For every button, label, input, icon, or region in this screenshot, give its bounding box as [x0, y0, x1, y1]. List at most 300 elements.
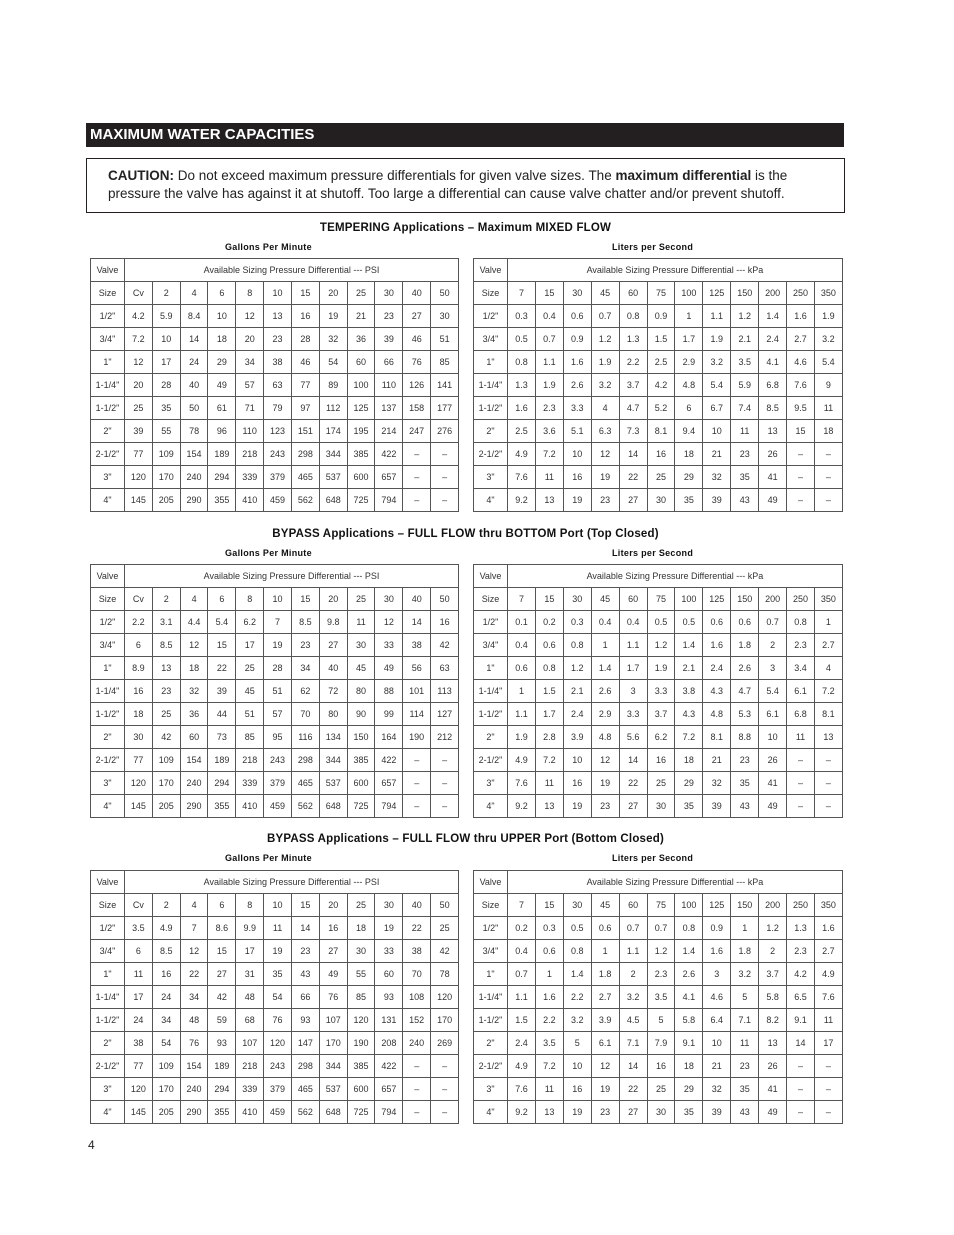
table-cell: 0.7 [508, 963, 536, 986]
table-cell: 6.2 [236, 611, 264, 634]
table-cell: 150 [347, 726, 375, 749]
column-header: 15 [291, 282, 319, 305]
table-cell: 23 [152, 680, 180, 703]
table-cell: 13 [535, 1101, 563, 1124]
table-cell: 1.8 [731, 634, 759, 657]
table-cell: 23 [375, 305, 403, 328]
valve-size-cell: 1-1/2" [474, 703, 508, 726]
table-cell: 21 [703, 1055, 731, 1078]
table-cell: – [787, 749, 815, 772]
column-header: 45 [591, 588, 619, 611]
table-cell: 5.8 [759, 986, 787, 1009]
table-cell: 21 [347, 305, 375, 328]
table-cell: 51 [236, 703, 264, 726]
valve-size-cell: 2" [474, 420, 508, 443]
table-cell: 1.4 [563, 963, 591, 986]
table-cell: 410 [236, 1101, 264, 1124]
column-header: 150 [731, 588, 759, 611]
table-cell: 294 [208, 1078, 236, 1101]
table-cell: 61 [208, 397, 236, 420]
table-row [91, 963, 459, 986]
table-cell: 1.6 [703, 634, 731, 657]
table-cell: 120 [125, 1078, 153, 1101]
table-cell: 32 [703, 466, 731, 489]
valve-size-cell: 4" [474, 489, 508, 512]
table-cell: 49 [208, 374, 236, 397]
table-cell: 3.9 [591, 1009, 619, 1032]
table-cell: 1.4 [591, 657, 619, 680]
table-cell: 4.1 [675, 986, 703, 1009]
table-cell: 170 [152, 466, 180, 489]
psi-header: Available Sizing Pressure Differential --- PSI [125, 259, 459, 282]
table-cell: 7.1 [619, 1032, 647, 1055]
column-header: 75 [647, 282, 675, 305]
table-cell: 600 [347, 466, 375, 489]
valve-size-cell: 3/4" [474, 328, 508, 351]
table-cell: 9.4 [675, 420, 703, 443]
column-header: 20 [319, 282, 347, 305]
table-cell: 1.1 [535, 351, 563, 374]
valve-size-cell: 1" [91, 351, 125, 374]
table-cell: 14 [619, 749, 647, 772]
table-cell: 1.8 [591, 963, 619, 986]
table-cell: 23 [731, 1055, 759, 1078]
table-row [474, 749, 843, 772]
page-title: MAXIMUM WATER CAPACITIES [86, 123, 844, 147]
table-cell: 4.8 [703, 703, 731, 726]
table-cell: – [403, 772, 431, 795]
column-header: 250 [787, 894, 815, 917]
table-row [474, 634, 843, 657]
table-row [91, 986, 459, 1009]
table-cell: 212 [431, 726, 459, 749]
column-header: 30 [563, 282, 591, 305]
table-cell: 459 [264, 489, 292, 512]
table-cell: 422 [375, 749, 403, 772]
table-cell: 177 [431, 397, 459, 420]
table-cell: 152 [403, 1009, 431, 1032]
table-cell: 648 [319, 795, 347, 818]
column-header: 200 [759, 588, 787, 611]
table-cell: 29 [208, 351, 236, 374]
table-cell: 14 [180, 328, 208, 351]
table-cell: 298 [291, 749, 319, 772]
column-header: 60 [619, 588, 647, 611]
table-cell: 1 [591, 634, 619, 657]
table-cell: 13 [759, 420, 787, 443]
table-cell: 63 [264, 374, 292, 397]
table-cell: 189 [208, 749, 236, 772]
table-cell: 16 [647, 443, 675, 466]
table-cell: 27 [403, 305, 431, 328]
valve-size-cell: 1" [91, 657, 125, 680]
table-cell: 24 [152, 986, 180, 1009]
table-cell: 101 [403, 680, 431, 703]
table-cell: 78 [180, 420, 208, 443]
table-cell: 657 [375, 466, 403, 489]
table-cell: 26 [759, 443, 787, 466]
caution-text-2: is the pressure the valve has against it at shutoff. Too large a differential can cause valve chatter and/or prevent shutoff. [108, 168, 788, 201]
table-cell: 8.5 [291, 611, 319, 634]
table-cell: 19 [319, 305, 347, 328]
table-cell: 19 [563, 489, 591, 512]
table-cell: 10 [563, 1055, 591, 1078]
table-cell: 2.2 [563, 986, 591, 1009]
table-cell: 5.6 [619, 726, 647, 749]
column-header: 125 [703, 894, 731, 917]
table-cell: 8.9 [125, 657, 153, 680]
table-row [91, 305, 459, 328]
table-cell: 127 [431, 703, 459, 726]
table-cell: 8.2 [759, 1009, 787, 1032]
table-cell: 3.7 [647, 703, 675, 726]
table-cell: 54 [319, 351, 347, 374]
column-header: 8 [236, 588, 264, 611]
table-cell: 465 [291, 1078, 319, 1101]
table-row [91, 420, 459, 443]
table-cell: – [814, 1101, 842, 1124]
table-row [91, 443, 459, 466]
table-cell: 11 [731, 420, 759, 443]
valve-size-cell: 3" [474, 1078, 508, 1101]
valve-header: Valve [91, 565, 125, 588]
size-header: Size [91, 894, 125, 917]
table-cell: 11 [347, 611, 375, 634]
table-cell: 3.7 [759, 963, 787, 986]
table-cell: 2.4 [759, 328, 787, 351]
caution-label: CAUTION: [108, 168, 174, 183]
table-cell: 0.7 [647, 917, 675, 940]
table-cell: 1.2 [647, 634, 675, 657]
table-cell: 25 [647, 1078, 675, 1101]
table-cell: 23 [291, 940, 319, 963]
table-cell: 1.9 [647, 657, 675, 680]
table-cell: 2.6 [675, 963, 703, 986]
size-header: Size [474, 588, 508, 611]
table-cell: 55 [347, 963, 375, 986]
table-cell: 158 [403, 397, 431, 420]
table-cell: 17 [152, 351, 180, 374]
table-cell: 5.3 [731, 703, 759, 726]
table-row [474, 680, 843, 703]
gpm-table [90, 564, 459, 818]
column-header: 100 [675, 894, 703, 917]
table-cell: 2 [759, 940, 787, 963]
table-cell: – [403, 1055, 431, 1078]
table-cell: – [431, 1055, 459, 1078]
table-cell: 8.5 [759, 397, 787, 420]
table-cell: 1.6 [508, 397, 536, 420]
table-cell: – [814, 443, 842, 466]
table-row [91, 466, 459, 489]
table-cell: 7.2 [125, 328, 153, 351]
table-cell: 43 [731, 489, 759, 512]
table-cell: 1.7 [619, 657, 647, 680]
table-cell: 794 [375, 795, 403, 818]
table-cell: 26 [759, 749, 787, 772]
table-cell: 0.1 [508, 611, 536, 634]
table-cell: 537 [319, 466, 347, 489]
table-cell: 5.4 [703, 374, 731, 397]
table-cell: 49 [375, 657, 403, 680]
table-cell: 1.4 [675, 634, 703, 657]
table-cell: 385 [347, 443, 375, 466]
valve-size-cell: 1" [91, 963, 125, 986]
valve-size-cell: 1-1/2" [91, 1009, 125, 1032]
column-header: 45 [591, 894, 619, 917]
table-cell: 3.2 [703, 351, 731, 374]
table-cell: 2.1 [675, 657, 703, 680]
table-cell: 4.9 [508, 443, 536, 466]
table-cell: 2.6 [563, 374, 591, 397]
table-cell: 0.3 [563, 611, 591, 634]
table-cell: 22 [619, 1078, 647, 1101]
table-cell: 23 [731, 749, 759, 772]
table-cell: 88 [375, 680, 403, 703]
valve-size-cell: 2" [474, 726, 508, 749]
table-cell: 7.6 [814, 986, 842, 1009]
table-cell: 19 [591, 466, 619, 489]
table-cell: 38 [264, 351, 292, 374]
table-cell: 17 [236, 940, 264, 963]
column-header: 200 [759, 894, 787, 917]
table-cell: 18 [180, 657, 208, 680]
table-cell: 9.2 [508, 795, 536, 818]
lps-table [473, 258, 843, 512]
table-cell: 1.5 [535, 680, 563, 703]
table-cell: 18 [814, 420, 842, 443]
table-cell: 1.2 [647, 940, 675, 963]
table-cell: 240 [180, 772, 208, 795]
table-cell: 77 [125, 443, 153, 466]
table-cell: 109 [152, 749, 180, 772]
table-cell: 3 [703, 963, 731, 986]
table-cell: – [814, 1055, 842, 1078]
table-cell: 51 [264, 680, 292, 703]
table-cell: 10 [703, 420, 731, 443]
table-row [91, 374, 459, 397]
table-cell: 110 [375, 374, 403, 397]
valve-size-cell: 3" [474, 466, 508, 489]
table-cell: 22 [180, 963, 208, 986]
column-header: 125 [703, 588, 731, 611]
table-cell: 1.4 [675, 940, 703, 963]
table-cell: – [787, 1078, 815, 1101]
column-header: 4 [180, 588, 208, 611]
table-cell: 85 [347, 986, 375, 1009]
table-cell: 35 [675, 1101, 703, 1124]
table-cell: 12 [591, 749, 619, 772]
table-cell: 5.9 [731, 374, 759, 397]
caution-bold-text: maximum differential [615, 168, 752, 183]
table-cell: 5.4 [814, 351, 842, 374]
table-cell: 70 [291, 703, 319, 726]
column-header: 75 [647, 588, 675, 611]
table-cell: 35 [675, 489, 703, 512]
valve-size-cell: 3" [474, 772, 508, 795]
table-cell: 6.3 [591, 420, 619, 443]
table-row [91, 1032, 459, 1055]
table-cell: 66 [291, 986, 319, 1009]
table-cell: 62 [291, 680, 319, 703]
column-header: 20 [319, 894, 347, 917]
table-row [474, 1032, 843, 1055]
table-cell: 154 [180, 1055, 208, 1078]
table-cell: 20 [236, 328, 264, 351]
table-cell: – [431, 443, 459, 466]
table-cell: – [787, 1055, 815, 1078]
table-cell: 95 [264, 726, 292, 749]
table-cell: 339 [236, 466, 264, 489]
table-cell: 9.9 [236, 917, 264, 940]
table-cell: 16 [647, 749, 675, 772]
table-cell: 0.6 [535, 634, 563, 657]
table-cell: 10 [563, 749, 591, 772]
table-cell: 49 [759, 795, 787, 818]
table-row [474, 940, 843, 963]
table-cell: 32 [180, 680, 208, 703]
table-cell: 113 [431, 680, 459, 703]
table-cell: 120 [347, 1009, 375, 1032]
table-cell: 0.3 [535, 917, 563, 940]
table-row [474, 443, 843, 466]
column-header: 125 [703, 282, 731, 305]
column-header: Cv [125, 894, 153, 917]
caution-box [86, 158, 845, 213]
table-cell: 1.7 [675, 328, 703, 351]
table-cell: 30 [347, 940, 375, 963]
table-cell: 2.7 [787, 328, 815, 351]
table-cell: 59 [208, 1009, 236, 1032]
valve-size-cell: 1/2" [474, 917, 508, 940]
column-header: 8 [236, 282, 264, 305]
table-cell: 290 [180, 489, 208, 512]
column-header: 40 [403, 282, 431, 305]
table-cell: 0.8 [619, 305, 647, 328]
table-row [91, 1055, 459, 1078]
table-cell: 7 [180, 917, 208, 940]
table-cell: 7.2 [535, 443, 563, 466]
table-cell: 600 [347, 772, 375, 795]
table-cell: 3.3 [647, 680, 675, 703]
table-cell: 8.5 [152, 940, 180, 963]
valve-size-cell: 1/2" [474, 611, 508, 634]
size-header: Size [91, 282, 125, 305]
table-cell: 8.1 [814, 703, 842, 726]
column-header: 25 [347, 282, 375, 305]
table-cell: 5.9 [152, 305, 180, 328]
table-cell: 76 [180, 1032, 208, 1055]
table-cell: 4.6 [787, 351, 815, 374]
table-row [474, 489, 843, 512]
table-cell: 4.7 [619, 397, 647, 420]
psi-header: Available Sizing Pressure Differential --- PSI [125, 871, 459, 894]
table-cell: 1.2 [591, 328, 619, 351]
table-cell: 9 [814, 374, 842, 397]
valve-size-cell: 2-1/2" [474, 443, 508, 466]
table-cell: 23 [591, 489, 619, 512]
table-cell: 0.4 [508, 940, 536, 963]
table-cell: 379 [264, 466, 292, 489]
table-cell: 0.5 [563, 917, 591, 940]
table-cell: 8.5 [152, 634, 180, 657]
table-cell: 7.9 [647, 1032, 675, 1055]
table-cell: 794 [375, 1101, 403, 1124]
table-cell: 28 [152, 374, 180, 397]
table-cell: 170 [431, 1009, 459, 1032]
table-cell: 23 [264, 328, 292, 351]
table-cell: 3.1 [152, 611, 180, 634]
table-cell: 170 [152, 772, 180, 795]
table-cell: 25 [125, 397, 153, 420]
column-header: 25 [347, 894, 375, 917]
psi-header: Available Sizing Pressure Differential --- PSI [125, 565, 459, 588]
table-cell: 1.5 [647, 328, 675, 351]
table-cell: 3 [619, 680, 647, 703]
table-cell: 3.2 [563, 1009, 591, 1032]
table-cell: – [814, 795, 842, 818]
table-cell: 1 [814, 611, 842, 634]
valve-size-cell: 3" [91, 466, 125, 489]
table-cell: 243 [264, 749, 292, 772]
table-cell: – [431, 489, 459, 512]
valve-size-cell: 2" [91, 420, 125, 443]
valve-size-cell: 4" [474, 1101, 508, 1124]
table-row [91, 657, 459, 680]
table-cell: 43 [731, 1101, 759, 1124]
table-cell: 4 [814, 657, 842, 680]
valve-size-cell: 1" [474, 963, 508, 986]
table-cell: 19 [563, 1101, 591, 1124]
column-header: 15 [535, 282, 563, 305]
table-cell: 22 [619, 772, 647, 795]
table-cell: 3.8 [675, 680, 703, 703]
table-cell: 16 [291, 305, 319, 328]
table-cell: 170 [319, 1032, 347, 1055]
column-header: 4 [180, 282, 208, 305]
table-cell: 33 [375, 940, 403, 963]
table-cell: 9.1 [787, 1009, 815, 1032]
table-cell: 24 [125, 1009, 153, 1032]
table-row [474, 795, 843, 818]
table-cell: 38 [403, 940, 431, 963]
valve-size-cell: 3/4" [474, 940, 508, 963]
table-cell: 1.1 [619, 634, 647, 657]
table-cell: 11 [125, 963, 153, 986]
table-cell: 15 [208, 634, 236, 657]
table-cell: 4.9 [814, 963, 842, 986]
table-cell: 17 [125, 986, 153, 1009]
table-row [91, 611, 459, 634]
table-cell: 34 [236, 351, 264, 374]
table-cell: 2.6 [591, 680, 619, 703]
table-cell: 218 [236, 749, 264, 772]
table-cell: – [814, 749, 842, 772]
table-cell: 0.8 [563, 634, 591, 657]
table-cell: 10 [759, 726, 787, 749]
column-header: 4 [180, 894, 208, 917]
table-cell: – [814, 489, 842, 512]
column-header: 30 [375, 588, 403, 611]
table-cell: 22 [619, 466, 647, 489]
table-cell: 600 [347, 1078, 375, 1101]
table-cell: 23 [291, 634, 319, 657]
table-row [91, 328, 459, 351]
table-cell: 4.7 [731, 680, 759, 703]
table-cell: 2.5 [508, 420, 536, 443]
table-cell: 38 [403, 634, 431, 657]
lps-table [473, 870, 843, 1124]
